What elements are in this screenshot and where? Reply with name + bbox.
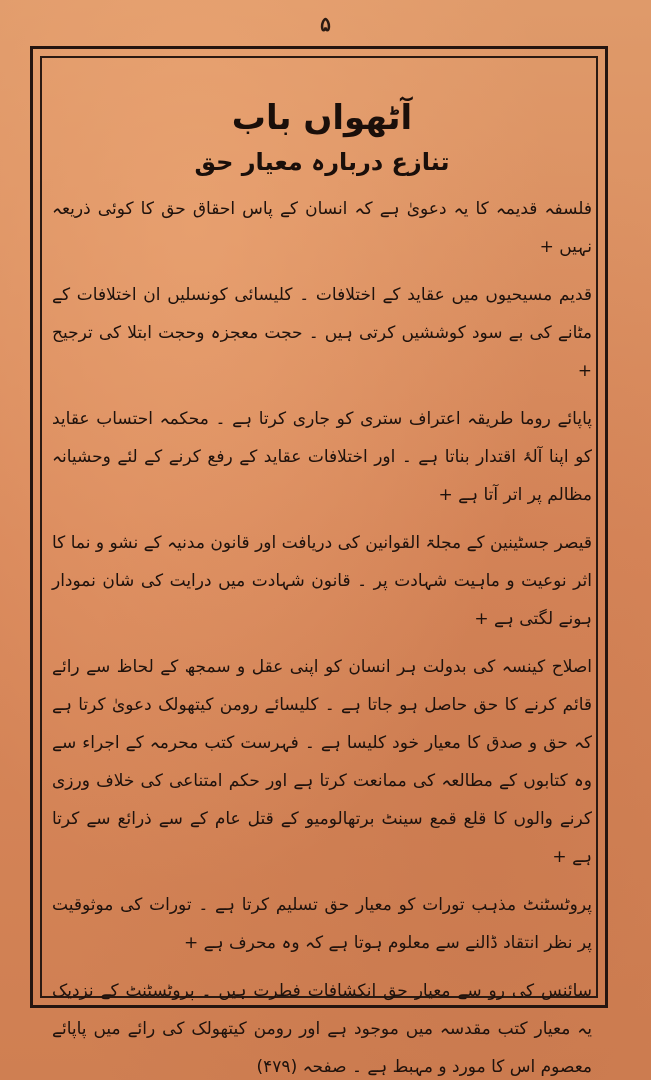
chapter-subtitle: تنازع دربارہ معیار حق (194, 148, 450, 176)
paragraph-3: پاپائے روما طریقہ اعتراف ستری کو جاری کرتا ہے ۔ محکمہ احتساب عقاید کو اپنا آلۂ اقتدار بناتا ہے ۔ اور اختلافات عقاید کے رفع کرنے کے لئے وحشیانہ مظالم پر اتر آتا ہے + (52, 409, 592, 505)
chapter-title: آٹھواں باب (231, 98, 413, 138)
paragraph-4: قیصر جسٹینین کے مجلۃ القوانین کی دریافت اور قانون مدنیہ کے نشو و نما کا اثر نوعیت و ماہیت شہادت پر ۔ قانون شہادت میں درایت کی شان نمودار ہونے لگتی ہے + (52, 533, 592, 629)
paragraph-5: اصلاح کینسہ کی بدولت ہر انسان کو اپنی عقل و سمجھ کے لحاظ سے رائے قائم کرنے کا حق حاصل ہو جاتا ہے ۔ کلیسائے رومن کیتھولک دعویٰ کرتا ہے کہ حق و صدق کا معیار خود کلیسا ہے ۔ فہرست کتب محرمہ کے اجراء سے وہ کتابوں کے مطالعہ کی ممانعت کرتا ہے اور حکم امتناعی کی خلاف ورزی کرنے والوں کا قلع قمع سینٹ برتھالومیو کے قتل عام کے سے ذرائع سے کرتا ہے + (52, 657, 592, 867)
paragraph-6: پروٹسٹنٹ مذہب تورات کو معیار حق تسلیم کرتا ہے ۔ تورات کی موثوقیت پر نظر انتقاد ڈالنے سے معلوم ہوتا ہے کہ وہ محرف ہے + (52, 895, 592, 953)
page-number: ۵ (320, 12, 331, 36)
paragraph-1: فلسفہ قدیمہ کا یہ دعویٰ ہے کہ انسان کے پاس احقاق حق کا کوئی ذریعہ نہیں + (52, 199, 592, 257)
paragraph-2: قدیم مسیحیوں میں عقاید کے اختلافات ۔ کلیسائی کونسلیں ان اختلافات کے مٹانے کی بے سود کوششیں کرتی ہیں ۔ حجت معجزہ وحجت ابتلا کی ترجیح + (52, 285, 592, 381)
paragraph-7: سائنس کی رو سے معیار حق انکشافات فطرت ہیں ۔ پروٹسٹنٹ کے نزدیک یہ معیار کتب مقدسہ میں موجود ہے اور رومن کیتھولک کی رائے میں پاپائے معصوم اس کا مورد و مہبط ہے ۔ صفحہ (۴۷۹) (52, 981, 592, 1077)
page-content (52, 96, 592, 1077)
